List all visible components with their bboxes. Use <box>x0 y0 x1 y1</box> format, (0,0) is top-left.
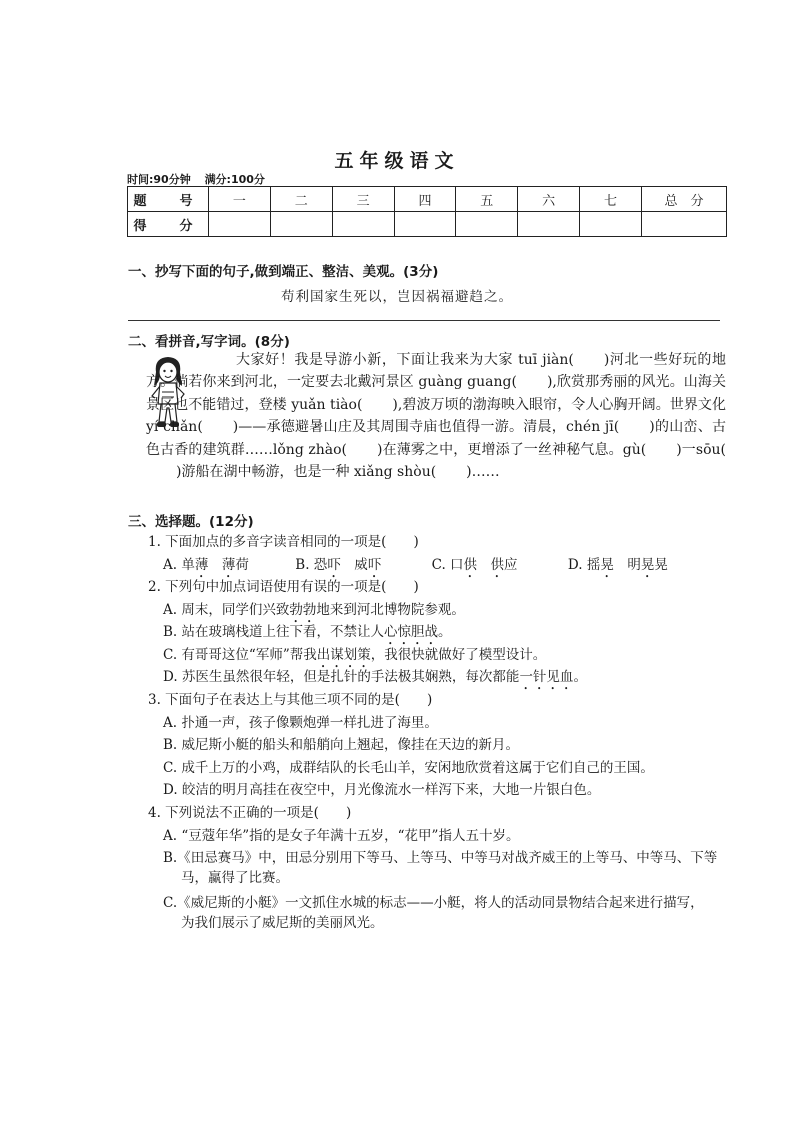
score-cell[interactable] <box>332 212 394 237</box>
passage-text: )河北一些好玩的地方。倘若你来到河北，一定要去北戴河景区 guàng guang( <box>146 352 726 391</box>
score-col-1: 一 <box>209 187 271 212</box>
q2-option-b[interactable]: B. 站在玻璃栈道上往下看，不禁让人心惊胆战。 <box>163 624 452 640</box>
score-table-header-row <box>128 187 727 212</box>
score-col-7: 七 <box>580 187 642 212</box>
q2-option-a[interactable]: A. 周末，同学们兴致勃勃地来到河北博物院参观。 <box>163 602 465 618</box>
exam-time: 时间:90分钟 <box>127 173 191 186</box>
q2-option-d[interactable]: D. 苏医生虽然很年轻，但是扎针的手法极其娴熟，每次都能一针见血。 <box>163 669 587 685</box>
score-cell[interactable] <box>270 212 332 237</box>
score-row-label: 题 号 <box>128 187 209 212</box>
q2-stem: 2. 下列句中加点词语使用有误的一项是( ) <box>148 579 419 595</box>
passage-text: )——承德避暑山庄及其周围寺庙也值得一游。清晨，chén jī( <box>232 419 620 436</box>
score-table <box>127 186 727 237</box>
score-col-3: 三 <box>332 187 394 212</box>
exam-full-score: 满分:100分 <box>204 173 265 186</box>
score-col-6: 六 <box>518 187 580 212</box>
writing-line[interactable] <box>128 320 720 321</box>
q3-option-c[interactable]: C. 成千上万的小鸡，成群结队的长毛山羊，安闲地欣赏着这属于它们自己的王国。 <box>163 760 654 776</box>
score-table-score-row <box>128 212 727 237</box>
q2-option-c[interactable]: C. 有哥哥这位“军师”帮我出谋划策，我很快就做好了模型设计。 <box>163 647 547 663</box>
passage-text: ),碧波万顷的渤海映入眼帘，令人心胸开阔。世界文化 yí chǎn( <box>146 396 726 436</box>
score-row2-label: 得 分 <box>128 212 209 237</box>
q3-option-b[interactable]: B. 威尼斯小艇的船头和船艄向上翘起，像挂在天边的新月。 <box>163 737 520 753</box>
score-cell[interactable] <box>642 212 727 237</box>
q1-option-c[interactable]: C. 口供 供应 <box>431 557 518 573</box>
passage-text: )…… <box>466 464 500 481</box>
passage-text: 大家好！我是导游小新，下面让我来为大家 tuī jiàn( <box>236 352 574 368</box>
section1-sentence: 苟利国家生死以，岂因祸福避趋之。 <box>281 289 513 305</box>
score-cell[interactable] <box>580 212 642 237</box>
section2-passage <box>146 349 726 483</box>
q3-option-d[interactable]: D. 皎洁的明月高挂在夜空中，月光像流水一样泻下来，大地一片银白色。 <box>163 782 601 798</box>
section3-heading: 三、选择题。(12分) <box>128 514 254 530</box>
passage-text: )在薄雾之中，更增添了一丝神秘气息。gù( <box>376 441 647 458</box>
q3-option-a[interactable]: A. 扑通一声，孩子像颗炮弹一样扎进了海里。 <box>163 715 438 731</box>
q4-stem: 4. 下列说法不正确的一项是( ) <box>148 805 352 821</box>
page-title: 五年级语文 <box>334 150 460 172</box>
passage-text: )游船在湖中畅游，也是一种 xiǎng shòu( <box>176 464 437 481</box>
score-cell[interactable] <box>394 212 456 237</box>
score-col-4: 四 <box>394 187 456 212</box>
score-cell[interactable] <box>518 212 580 237</box>
q1-option-a[interactable]: A. 单薄 薄荷 <box>163 557 249 573</box>
score-cell[interactable] <box>209 212 271 237</box>
q4-option-b[interactable]: B.《田忌赛马》中，田忌分别用下等马、上等马、中等马对战齐威王的上等马、中等马、下等 马，赢得了比赛。 <box>163 850 718 886</box>
score-col-total: 总 分 <box>642 187 727 212</box>
q1-option-d[interactable]: D. 摇晃 明晃晃 <box>567 557 668 573</box>
q4-option-c[interactable]: C.《威尼斯的小艇》一文抓住水城的标志——小艇，将人的活动同景物结合起来进行描写， 为我们展示了威尼斯的美丽风光。 <box>163 895 704 931</box>
q1-stem: 1. 下面加点的多音字读音相同的一项是( ) <box>148 534 419 550</box>
exam-meta <box>127 171 275 187</box>
section2-heading: 二、看拼音,写字词。(8分) <box>128 334 290 350</box>
score-cell[interactable] <box>456 212 518 237</box>
q3-stem: 3. 下面句子在表达上与其他三项不同的是( ) <box>148 692 433 708</box>
q1-option-b[interactable]: B. 恐吓 威吓 <box>295 557 382 573</box>
passage-text: ),欣赏那秀丽的风光。山海关景区也不能错过，登楼 yuǎn tiào( <box>146 374 726 413</box>
score-col-2: 二 <box>270 187 332 212</box>
score-col-5: 五 <box>456 187 518 212</box>
passage-text: )的山峦、古色古香的建筑群……lǒng zhào( <box>146 419 726 458</box>
passage-text: )一sōu( <box>676 441 726 458</box>
q4-option-a[interactable]: A. “豆蔻年华”指的是女子年满十五岁，“花甲”指人五十岁。 <box>163 828 520 844</box>
section1-heading: 一、抄写下面的句子,做到端正、整洁、美观。(3分) <box>128 264 439 280</box>
